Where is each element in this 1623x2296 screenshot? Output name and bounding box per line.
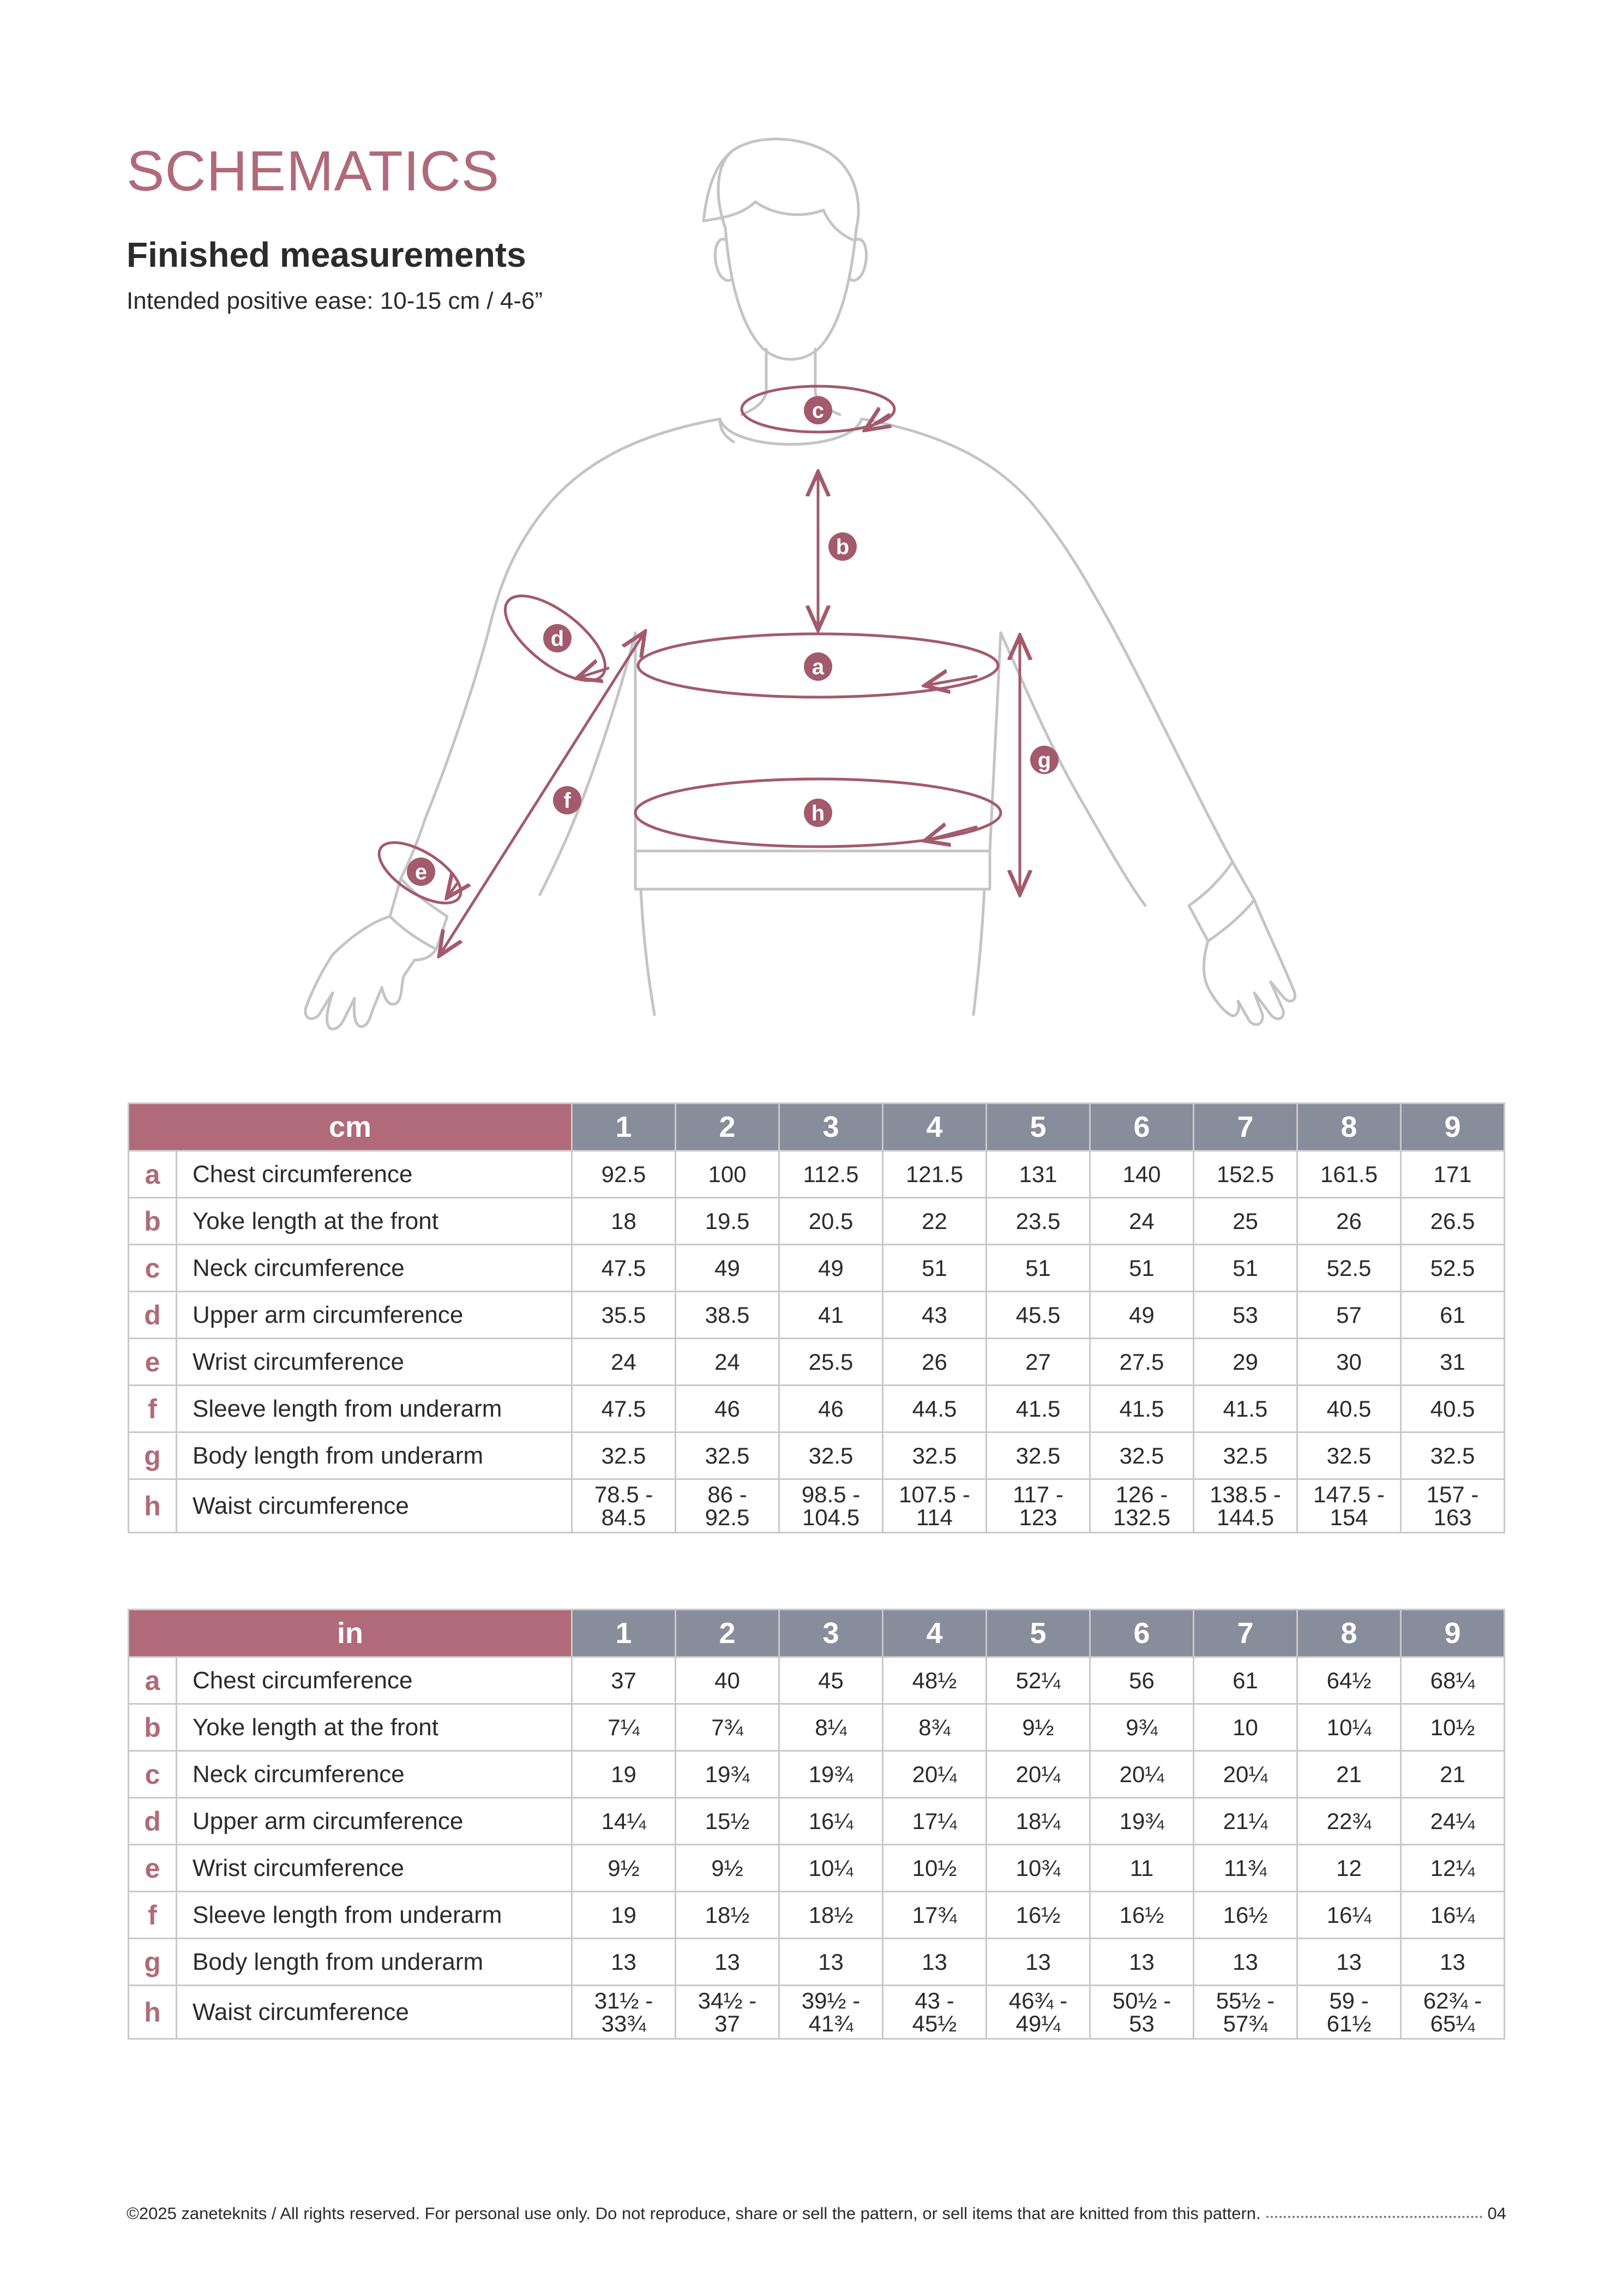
measurement-value: 161.5 [1297,1151,1401,1198]
measurement-value: 61 [1401,1292,1505,1339]
measurement-letter: f [129,1386,177,1432]
size-header: 1 [572,1104,676,1151]
svg-text:g: g [1037,748,1051,772]
measurement-value: 52¼ [987,1657,1090,1704]
table-header-row [129,1610,1505,1657]
size-header: 3 [779,1104,883,1151]
value-line: 138.5 - [1210,1481,1281,1507]
measurement-value: 20¼ [1194,1751,1297,1798]
measurement-value: 51 [1194,1245,1297,1292]
measurement-value: 41.5 [987,1386,1090,1432]
value-line: 31½ - [594,1987,653,2013]
table-row [129,1657,1505,1704]
measurement-value: 56 [1090,1657,1194,1704]
measurement-value: 22¾ [1297,1798,1401,1845]
measurement-value: 24¼ [1401,1798,1505,1845]
measurement-letter: d [129,1292,177,1339]
measurement-value [676,1479,779,1533]
measurement-value: 121.5 [883,1151,987,1198]
measurement-value: 11¾ [1194,1845,1297,1892]
badge-f [553,786,581,814]
table-row [129,1939,1505,1986]
measurement-letter: g [129,1939,177,1986]
measurement-value: 152.5 [1194,1151,1297,1198]
value-line: 86 - [707,1481,747,1507]
measurement-value: 131 [987,1151,1090,1198]
measurement-value: 9½ [987,1704,1090,1751]
measurement-value: 24 [676,1339,779,1386]
measurement-value: 18¼ [987,1798,1090,1845]
size-header: 4 [883,1104,987,1151]
size-header: 8 [1297,1104,1401,1151]
measurement-value: 44.5 [883,1386,987,1432]
value-line: 84.5 [601,1504,646,1530]
table-header-row [129,1104,1505,1151]
measurement-value: 13 [1194,1939,1297,1986]
table-row [129,1479,1505,1533]
value-line: 132.5 [1113,1504,1171,1530]
measurement-value: 45 [779,1657,883,1704]
svg-text:c: c [812,399,825,423]
measurement-value [1194,1986,1297,2039]
measurement-label: Sleeve length from underarm [177,1892,572,1939]
value-line: 62¾ - [1423,1987,1482,2013]
size-header: 9 [1401,1104,1505,1151]
svg-text:e: e [414,860,428,884]
measurement-value: 100 [676,1151,779,1198]
badge-d [543,624,572,652]
measurement-letter: g [129,1432,177,1479]
table-row [129,1798,1505,1845]
measurement-letter: e [129,1339,177,1386]
badge-c [804,396,832,424]
measurement-letter: f [129,1892,177,1939]
measurement-value: 12¼ [1401,1845,1505,1892]
measurement-value: 16¼ [1401,1892,1505,1939]
measurement-value: 46 [779,1386,883,1432]
value-line: 50½ - [1112,1987,1171,2013]
measurement-value: 48½ [883,1657,987,1704]
measurement-value: 19 [572,1892,676,1939]
measurement-value: 19¾ [676,1751,779,1798]
measurement-value: 25.5 [779,1339,883,1386]
measurement-value: 32.5 [987,1432,1090,1479]
measurement-value: 30 [1297,1339,1401,1386]
measurement-value: 49 [676,1245,779,1292]
measurement-value: 64½ [1297,1657,1401,1704]
measurement-value: 61 [1194,1657,1297,1704]
measurement-value: 13 [1090,1939,1194,1986]
measurement-value: 32.5 [1297,1432,1401,1479]
measurement-label: Body length from underarm [177,1432,572,1479]
measurement-value: 57 [1297,1292,1401,1339]
measurement-value: 19 [572,1751,676,1798]
svg-text:b: b [835,535,850,559]
measurement-letter: b [129,1704,177,1751]
measurement-value: 32.5 [779,1432,883,1479]
value-line: 78.5 - [594,1481,653,1507]
measurement-value: 37 [572,1657,676,1704]
badge-h [804,799,832,827]
size-header: 6 [1090,1610,1194,1657]
measurement-value: 17¾ [883,1892,987,1939]
measurement-label: Neck circumference [177,1245,572,1292]
measurement-label: Wrist circumference [177,1339,572,1386]
measurement-value [987,1479,1090,1533]
value-line: 126 - [1115,1481,1168,1507]
measurement-value: 13 [572,1939,676,1986]
measurement-value: 27 [987,1339,1090,1386]
svg-text:f: f [563,789,571,813]
measurement-value: 26 [1297,1198,1401,1245]
measurement-label: Body length from underarm [177,1939,572,1986]
measurement-value: 29 [1194,1339,1297,1386]
ease-note: Intended positive ease: 10-15 cm / 4-6” [127,287,543,314]
measurement-value: 8¾ [883,1704,987,1751]
measurement-value: 51 [883,1245,987,1292]
measurement-value: 13 [883,1939,987,1986]
measurement-value: 40 [676,1657,779,1704]
page-footer [127,2204,1506,2223]
size-header: 7 [1194,1104,1297,1151]
measurement-value [572,1479,676,1533]
size-header: 5 [987,1610,1090,1657]
measurement-value: 35.5 [572,1292,676,1339]
page-number: 04 [1487,2204,1506,2223]
measurement-value: 13 [779,1939,883,1986]
measurement-value: 12 [1297,1845,1401,1892]
value-line: 163 [1433,1504,1472,1530]
badge-g [1030,746,1059,774]
measurement-label: Wrist circumference [177,1845,572,1892]
table-row [129,1704,1505,1751]
measurement-value: 49 [779,1245,883,1292]
sweater-schematic [0,0,1623,1036]
measurement-value: 8¼ [779,1704,883,1751]
measurement-letter: h [129,1986,177,2039]
value-line: 154 [1330,1504,1368,1530]
measurement-value [572,1986,676,2039]
measurement-value: 19¾ [779,1751,883,1798]
value-line: 61½ [1326,2010,1372,2036]
measurement-value: 27.5 [1090,1339,1194,1386]
table-row [129,1432,1505,1479]
measurement-value: 10½ [883,1845,987,1892]
measurement-label: Chest circumference [177,1657,572,1704]
measurement-value: 7¼ [572,1704,676,1751]
table-row [129,1198,1505,1245]
measurement-value [779,1986,883,2039]
value-line: 57¾ [1223,2010,1268,2036]
measurement-markers [370,386,1020,954]
measurement-value: 52.5 [1297,1245,1401,1292]
measurement-value: 19¾ [1090,1798,1194,1845]
measurement-value: 18 [572,1198,676,1245]
measurement-value: 17¼ [883,1798,987,1845]
measurement-value: 51 [1090,1245,1194,1292]
measurement-value: 22 [883,1198,987,1245]
page-title: SCHEMATICS [127,140,500,203]
measurement-value: 10¼ [779,1845,883,1892]
measurement-value: 16½ [1194,1892,1297,1939]
inch-measurements-table [128,1609,1505,2040]
measurement-value [883,1986,987,2039]
measurement-value: 40.5 [1401,1386,1505,1432]
measurement-value: 32.5 [1194,1432,1297,1479]
measurement-value: 16½ [1090,1892,1194,1939]
table-row [129,1245,1505,1292]
size-header: 7 [1194,1610,1297,1657]
measurement-value: 53 [1194,1292,1297,1339]
size-header: 1 [572,1610,676,1657]
value-line: 114 [916,1504,953,1530]
size-header: 9 [1401,1610,1505,1657]
measurement-letter: a [129,1151,177,1198]
value-line: 41¾ [808,2010,853,2036]
measurement-badges [407,396,1059,886]
measurement-value: 92.5 [572,1151,676,1198]
measurement-value: 32.5 [676,1432,779,1479]
table-row [129,1751,1505,1798]
size-header: 8 [1297,1610,1401,1657]
measurement-value: 21 [1401,1751,1505,1798]
measurement-value: 112.5 [779,1151,883,1198]
value-line: 46¾ - [1008,1987,1068,2013]
measurement-value: 26.5 [1401,1198,1505,1245]
leader-dots [1266,2216,1482,2218]
table-row [129,1845,1505,1892]
unit-header: cm [129,1104,572,1151]
measurement-letter: c [129,1245,177,1292]
table-row [129,1151,1505,1198]
table-row [129,1292,1505,1339]
measurement-value: 13 [987,1939,1090,1986]
value-line: 98.5 - [801,1481,861,1507]
measurement-value [1401,1479,1505,1533]
measurement-letter: c [129,1751,177,1798]
value-line: 39½ - [801,1987,861,2013]
measurement-value: 23.5 [987,1198,1090,1245]
measurement-value: 19.5 [676,1198,779,1245]
measurement-letter: h [129,1479,177,1533]
measurement-value: 140 [1090,1151,1194,1198]
measurement-value: 16¼ [779,1798,883,1845]
measurement-value: 51 [987,1245,1090,1292]
value-line: 55½ - [1216,1987,1275,2013]
value-line: 59 - [1329,1987,1369,2013]
measurement-label: Upper arm circumference [177,1292,572,1339]
measurement-value: 31 [1401,1339,1505,1386]
size-header: 2 [676,1104,779,1151]
size-header: 2 [676,1610,779,1657]
measurement-value: 13 [1297,1939,1401,1986]
measurement-value: 41.5 [1090,1386,1194,1432]
measurement-value: 14¼ [572,1798,676,1845]
size-header: 5 [987,1104,1090,1151]
measurement-value: 45.5 [987,1292,1090,1339]
measurement-value: 49 [1090,1292,1194,1339]
measurement-value: 38.5 [676,1292,779,1339]
value-line: 104.5 [802,1504,860,1530]
measurement-value: 43 [883,1292,987,1339]
figure-outline [305,139,1295,1029]
measurement-value: 7¾ [676,1704,779,1751]
value-line: 43 - [915,1987,954,2013]
measurement-value: 9½ [572,1845,676,1892]
value-line: 49¼ [1015,2010,1061,2036]
badge-b [828,532,857,561]
measurement-value: 47.5 [572,1245,676,1292]
measurement-value: 13 [1401,1939,1505,1986]
measurement-value [1297,1479,1401,1533]
measurement-value: 32.5 [1090,1432,1194,1479]
measurement-value: 18½ [779,1892,883,1939]
measurement-value: 10½ [1401,1704,1505,1751]
measurement-label: Chest circumference [177,1151,572,1198]
measurement-value [1401,1986,1505,2039]
measurement-label: Yoke length at the front [177,1198,572,1245]
svg-text:h: h [811,801,825,825]
copyright-notice: ©2025 zaneteknits / All rights reserved. For personal use only. Do not reproduce, share or sell the pattern, or sell items that are knitted from this pattern. [127,2204,1261,2223]
measurement-value: 16½ [987,1892,1090,1939]
measurement-value: 40.5 [1297,1386,1401,1432]
measurement-value [1194,1479,1297,1533]
measurement-value: 18½ [676,1892,779,1939]
svg-text:a: a [812,655,825,679]
table-row [129,1986,1505,2039]
measurement-value: 13 [676,1939,779,1986]
measurement-value: 24 [1090,1198,1194,1245]
measurement-label: Upper arm circumference [177,1798,572,1845]
badge-e [407,858,435,886]
measurement-value: 32.5 [883,1432,987,1479]
measurement-value: 9½ [676,1845,779,1892]
measurement-letter: b [129,1198,177,1245]
measurement-label: Waist circumference [177,1479,572,1533]
measurement-value: 20¼ [987,1751,1090,1798]
badge-a [804,652,832,681]
table-row [129,1386,1505,1432]
svg-text:d: d [550,627,564,651]
measurement-label: Sleeve length from underarm [177,1386,572,1432]
measurement-value: 10 [1194,1704,1297,1751]
measurement-value: 25 [1194,1198,1297,1245]
value-line: 65¼ [1430,2010,1475,2036]
measurement-value: 68¼ [1401,1657,1505,1704]
measurement-value: 9¾ [1090,1704,1194,1751]
unit-header: in [129,1610,572,1657]
measurement-value [1090,1986,1194,2039]
value-line: 117 - [1013,1481,1063,1507]
value-line: 92.5 [705,1504,750,1530]
measurement-value: 10¼ [1297,1704,1401,1751]
value-line: 34½ - [698,1987,757,2013]
table-row [129,1892,1505,1939]
measurement-value: 171 [1401,1151,1505,1198]
value-line: 45½ [912,2010,957,2036]
section-subtitle: Finished measurements [127,235,526,274]
measurement-value [1297,1986,1401,2039]
measurement-value: 10¾ [987,1845,1090,1892]
measurement-label: Waist circumference [177,1986,572,2039]
measurement-letter: a [129,1657,177,1704]
measurement-value: 41.5 [1194,1386,1297,1432]
value-line: 37 [714,2010,740,2036]
size-header: 3 [779,1610,883,1657]
value-line: 33¾ [601,2010,646,2036]
measurement-value: 11 [1090,1845,1194,1892]
value-line: 157 - [1426,1481,1479,1507]
measurement-value [883,1479,987,1533]
measurement-value: 20.5 [779,1198,883,1245]
measurement-value: 21 [1297,1751,1401,1798]
measurement-value: 20¼ [1090,1751,1194,1798]
measurement-value: 20¼ [883,1751,987,1798]
measurement-value [676,1986,779,2039]
size-header: 4 [883,1610,987,1657]
measurement-value: 46 [676,1386,779,1432]
measurement-letter: e [129,1845,177,1892]
value-line: 144.5 [1216,1504,1275,1530]
measurement-value [779,1479,883,1533]
value-line: 107.5 - [899,1481,970,1507]
measurement-value: 32.5 [572,1432,676,1479]
value-line: 53 [1129,2010,1155,2036]
measurement-value: 21¼ [1194,1798,1297,1845]
measurement-value: 52.5 [1401,1245,1505,1292]
measurement-value: 32.5 [1401,1432,1505,1479]
measurement-label: Neck circumference [177,1751,572,1798]
size-header: 6 [1090,1104,1194,1151]
table-row [129,1339,1505,1386]
cm-measurements-table [128,1102,1505,1533]
measurement-value: 47.5 [572,1386,676,1432]
measurement-value: 41 [779,1292,883,1339]
measurement-value: 16¼ [1297,1892,1401,1939]
value-line: 147.5 - [1313,1481,1385,1507]
measurement-value [987,1986,1090,2039]
measurement-value [1090,1479,1194,1533]
measurement-label: Yoke length at the front [177,1704,572,1751]
measurement-value: 24 [572,1339,676,1386]
measurement-value: 26 [883,1339,987,1386]
value-line: 123 [1019,1504,1057,1530]
measurement-letter: d [129,1798,177,1845]
measurement-value: 15½ [676,1798,779,1845]
